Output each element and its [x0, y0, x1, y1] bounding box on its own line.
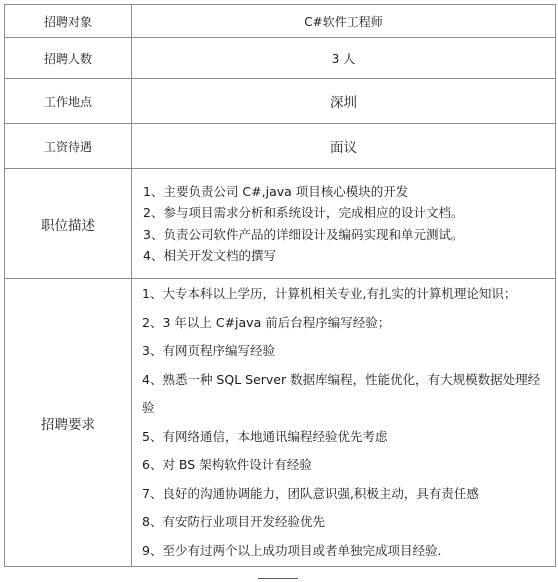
- salary-label: 工资待遇: [5, 124, 132, 169]
- list-item: 3、有网页程序编写经验: [142, 343, 275, 358]
- list-item: 4、相关开发文档的撰写: [143, 248, 276, 263]
- row-location: [5, 79, 556, 124]
- list-item: 8、有安防行业项目开发经验优先: [142, 514, 325, 529]
- target-label: 招聘对象: [5, 5, 132, 38]
- headcount-value: 3 人: [132, 38, 556, 79]
- list-item: 5、有网络通信，本地通讯编程经验优先考虑: [142, 428, 388, 444]
- description-cell: [132, 169, 556, 279]
- row-salary: [5, 124, 556, 169]
- row-description: [5, 169, 556, 279]
- requirements-cell: [132, 279, 556, 567]
- location-value: 深圳: [132, 79, 556, 124]
- requirements-label: 招聘要求: [5, 279, 132, 567]
- list-item: 2、参与项目需求分析和系统设计，完成相应的设计文档。: [143, 205, 464, 220]
- description-list: [132, 181, 555, 267]
- row-target: [5, 5, 556, 38]
- location-label: 工作地点: [5, 79, 132, 124]
- list-item: 2、3 年以上 C#java 前后台程序编写经验；: [142, 314, 391, 330]
- requirements-list: [132, 280, 555, 565]
- salary-value: 面议: [132, 124, 556, 169]
- description-label: 职位描述: [5, 169, 132, 279]
- list-item: 9、至少有过两个以上成功项目或者单独完成项目经验.: [142, 542, 442, 558]
- list-item: 4、熟悉一种 SQL Server 数据库编程，性能优化，有大规模数据处理经验: [142, 371, 541, 415]
- page-divider: [258, 578, 298, 579]
- headcount-label: 招聘人数: [5, 38, 132, 79]
- row-headcount: [5, 38, 556, 79]
- row-requirements: [5, 279, 556, 567]
- list-item: 1、大专本科以上学历，计算机相关专业,有扎实的计算机理论知识；: [142, 286, 517, 301]
- list-item: 7、良好的沟通协调能力，团队意识强,积极主动，具有责任感: [142, 485, 479, 501]
- job-posting-table: [4, 4, 556, 567]
- list-item: 3、负责公司软件产品的详细设计及编码实现和单元测试。: [143, 226, 464, 242]
- list-item: 1、主要负责公司 C#,java 项目核心模块的开发: [143, 183, 409, 199]
- list-item: 6、对 BS 架构软件设计有经验: [142, 457, 312, 472]
- target-value: C#软件工程师: [132, 5, 556, 38]
